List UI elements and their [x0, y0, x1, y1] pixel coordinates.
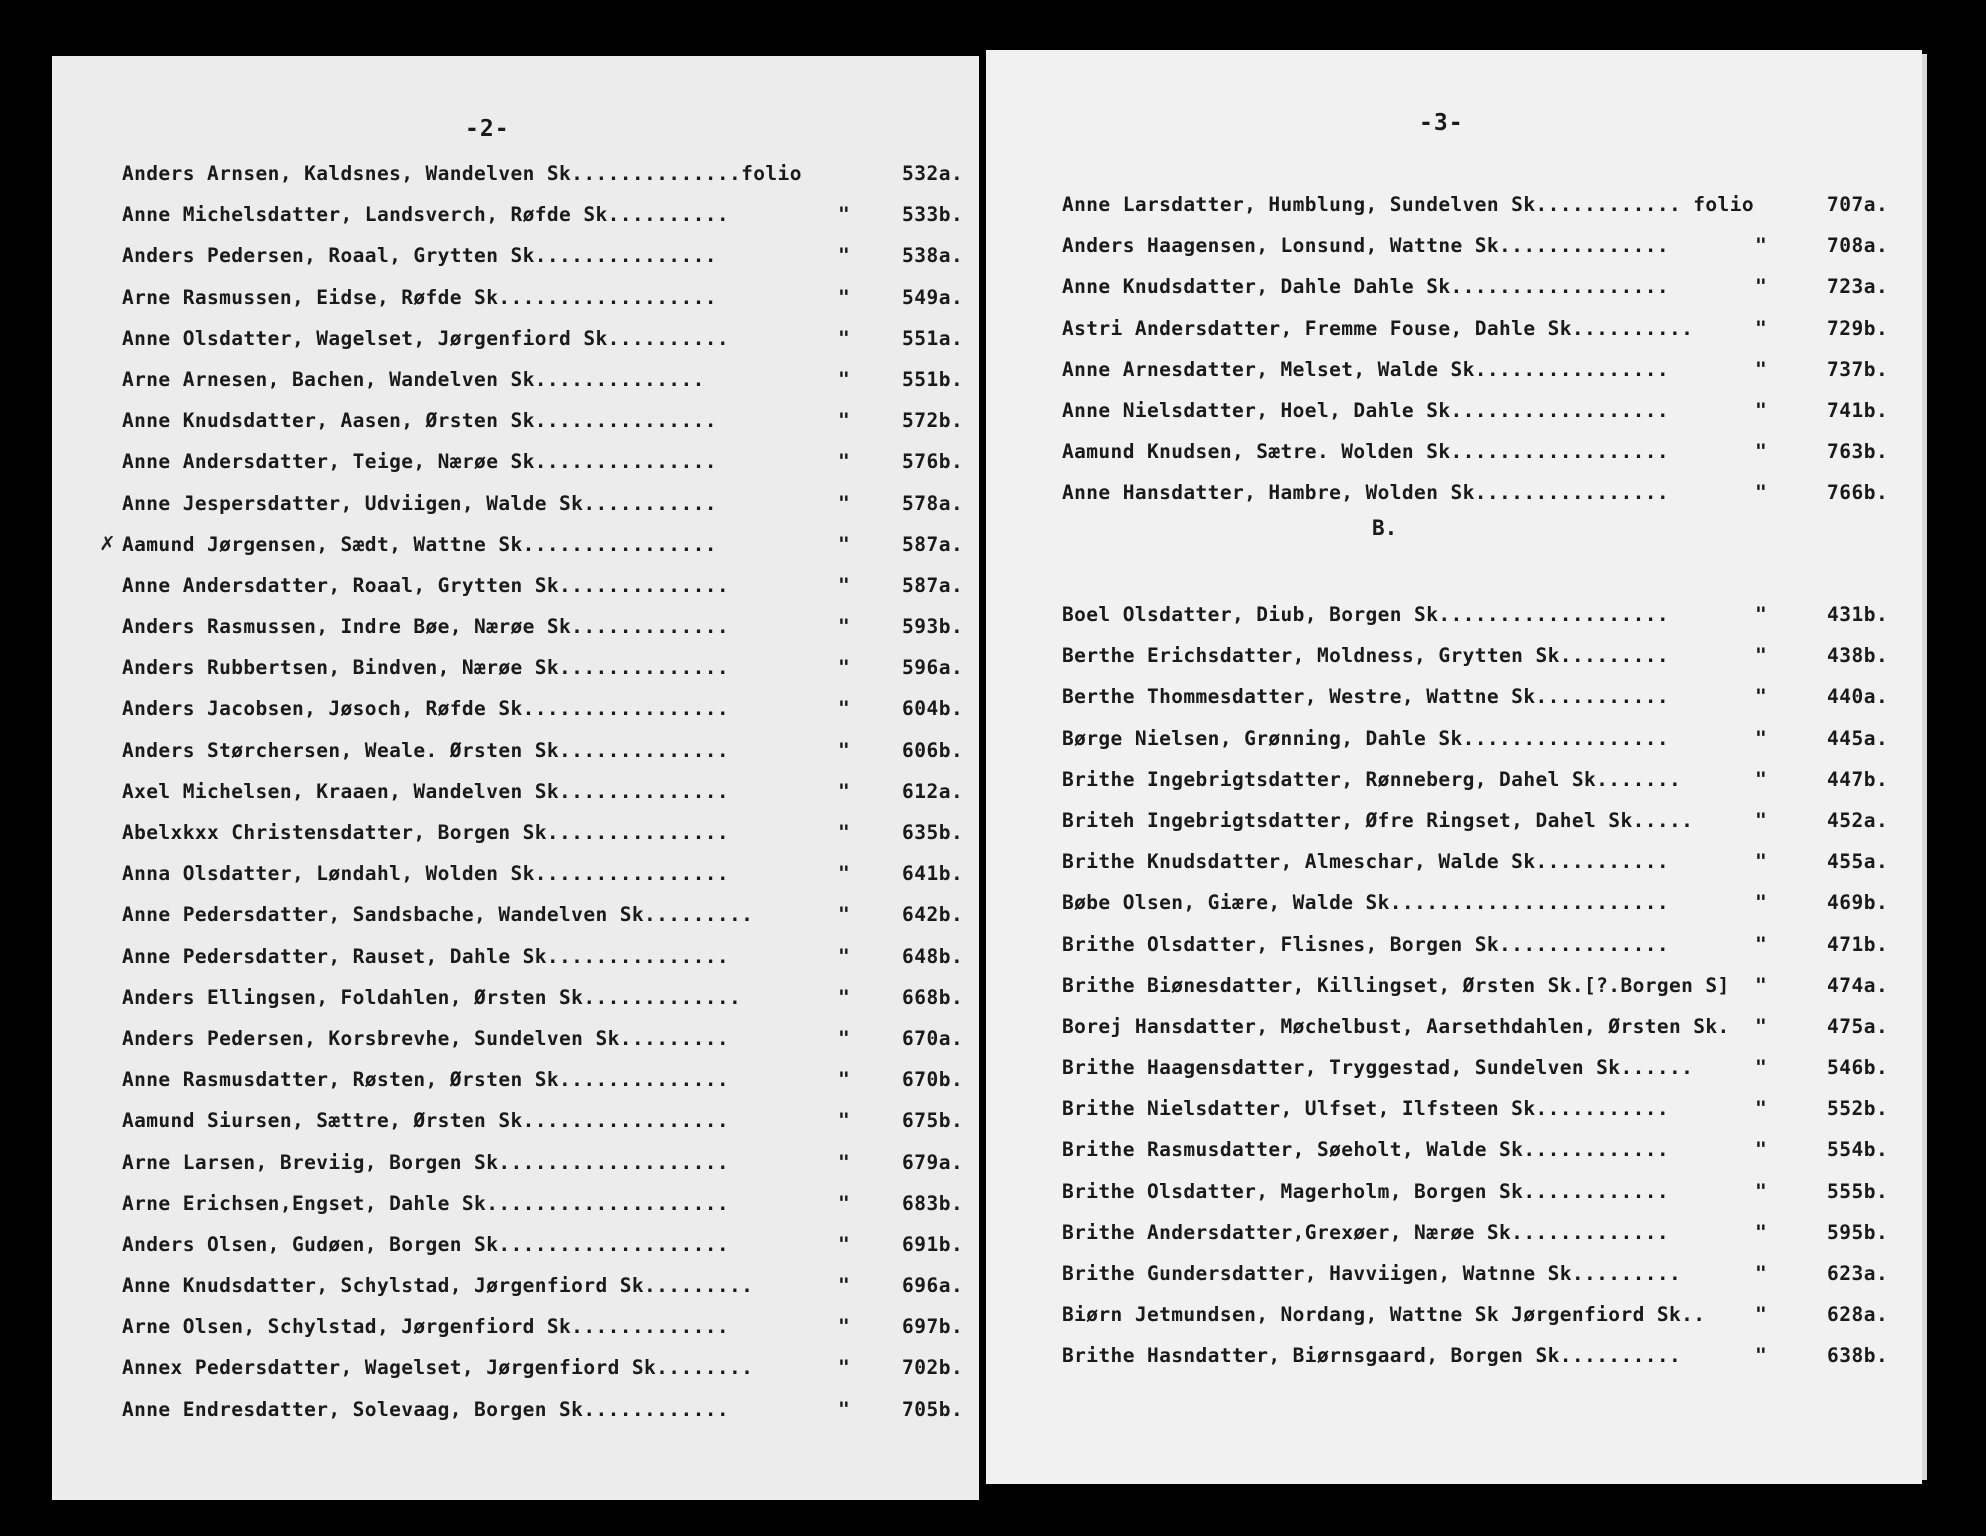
- entry-name: Anne Knudsdatter, Schylstad, Jørgenfiord Sk.........: [122, 1274, 754, 1298]
- list-item: [1062, 1007, 1912, 1048]
- ditto-mark: ": [1755, 1220, 1767, 1244]
- ditto-mark: ": [1755, 481, 1767, 505]
- ditto-mark: ": [838, 491, 850, 515]
- folio-number: 623a.: [1827, 1262, 1889, 1285]
- list-item: [1062, 842, 1912, 883]
- list-item: [1062, 473, 1912, 514]
- folio-number: 635b.: [902, 821, 964, 844]
- entry-name: Anna Olsdatter, Løndahl, Wolden Sk................: [122, 862, 729, 886]
- ditto-mark: ": [838, 862, 850, 886]
- list-item: [122, 937, 972, 978]
- entry-name: Anne Knudsdatter, Dahle Dahle Sk..................: [1062, 275, 1669, 299]
- list-item: [1062, 760, 1912, 801]
- list-item: [122, 566, 972, 607]
- folio-number: 440a.: [1827, 685, 1889, 709]
- ditto-mark: ": [1755, 275, 1767, 299]
- list-item: [1062, 1213, 1912, 1254]
- list-item: [1062, 636, 1912, 677]
- ditto-mark: ": [1755, 1344, 1767, 1368]
- entry-name: Arne Erichsen,Engset, Dahle Sk....................: [122, 1191, 729, 1215]
- page-number-left: -2-: [465, 116, 510, 142]
- ditto-mark: ": [838, 985, 850, 1009]
- list-item: [122, 689, 972, 730]
- ditto-mark: ": [838, 1397, 850, 1421]
- list-item: [1062, 1130, 1912, 1171]
- folio-number: 593b.: [902, 615, 964, 639]
- folio-number: 648b.: [902, 944, 964, 968]
- list-item: [122, 1143, 972, 1184]
- list-item: [122, 1348, 972, 1389]
- ditto-mark: ": [1755, 644, 1767, 668]
- folio-number: 455a.: [1827, 850, 1889, 874]
- entry-name: Anne Nielsdatter, Hoel, Dahle Sk..................: [1062, 398, 1669, 422]
- folio-number: 675b.: [902, 1109, 964, 1133]
- list-item: [122, 525, 972, 566]
- list-item: [1062, 1048, 1912, 1089]
- folio-number: 552b.: [1827, 1097, 1889, 1121]
- margin-check-mark: ✗: [100, 528, 115, 556]
- entry-name: Anne Olsdatter, Wagelset, Jørgenfiord Sk..........: [122, 326, 729, 350]
- ditto-mark: ": [838, 821, 850, 844]
- ditto-mark: ": [838, 573, 850, 597]
- ditto-mark: ": [1755, 234, 1767, 258]
- folio-number: 596a.: [902, 656, 964, 680]
- entry-name: Biørn Jetmundsen, Nordang, Wattne Sk Jørgenfiord Sk..: [1062, 1303, 1706, 1327]
- entry-name: Anne Michelsdatter, Landsverch, Røfde Sk..........: [122, 203, 729, 227]
- folio-number: 554b.: [1827, 1138, 1889, 1162]
- folio-number: 707a.: [1827, 193, 1889, 216]
- folio-number: 691b.: [902, 1232, 964, 1256]
- entry-name: Brithe Olsdatter, Magerholm, Borgen Sk............: [1062, 1179, 1669, 1203]
- ditto-mark: ": [838, 532, 850, 556]
- entry-name: Arne Rasmussen, Eidse, Røfde Sk..................: [122, 285, 717, 309]
- ditto-mark: ": [1755, 1262, 1767, 1285]
- ditto-mark: ": [1755, 1014, 1767, 1038]
- folio-number: 538a.: [902, 244, 964, 268]
- folio-number: 532a.: [902, 162, 964, 185]
- folio-number: 431b.: [1827, 603, 1889, 626]
- list-item: [122, 772, 972, 813]
- folio-number: 702b.: [902, 1356, 964, 1380]
- list-item: [122, 1101, 972, 1142]
- ditto-mark: ": [1755, 808, 1767, 832]
- list-item: [122, 1266, 972, 1307]
- ditto-mark: ": [1755, 316, 1767, 340]
- ditto-mark: ": [1755, 891, 1767, 915]
- folio-number: 587a.: [902, 532, 964, 556]
- list-item: [1062, 432, 1912, 473]
- entry-name: Brithe Gundersdatter, Havviigen, Watnne Sk.........: [1062, 1262, 1682, 1285]
- list-item: [122, 978, 972, 1019]
- list-item: [122, 401, 972, 442]
- list-item: [122, 1019, 972, 1060]
- folio-number: 729b.: [1827, 316, 1889, 340]
- ditto-mark: ": [838, 244, 850, 268]
- folio-number: 763b.: [1827, 440, 1889, 464]
- list-item: [122, 607, 972, 648]
- ditto-mark: ": [838, 1315, 850, 1339]
- entry-name: Anders Olsen, Gudøen, Borgen Sk...................: [122, 1232, 729, 1256]
- list-item: [122, 813, 972, 854]
- ditto-mark: ": [838, 450, 850, 474]
- entry-name: Børge Nielsen, Grønning, Dahle Sk.................: [1062, 726, 1669, 750]
- folio-number: 697b.: [902, 1315, 964, 1339]
- entry-name: Anders Rasmussen, Indre Bøe, Nærøe Sk.............: [122, 615, 729, 639]
- list-item: [122, 154, 972, 195]
- entry-name: Brithe Biønesdatter, Killingset, Ørsten Sk.[?.Borgen S]: [1062, 973, 1730, 997]
- entry-name: Boel Olsdatter, Diub, Borgen Sk...................: [1062, 603, 1669, 626]
- list-item: [1062, 883, 1912, 924]
- folio-number: 641b.: [902, 862, 964, 886]
- entry-name: Anders Ellingsen, Foldahlen, Ørsten Sk.............: [122, 985, 742, 1009]
- list-item: [1062, 391, 1912, 432]
- entry-name: Anne Knudsdatter, Aasen, Ørsten Sk...............: [122, 409, 717, 433]
- folio-number: 447b.: [1827, 767, 1889, 791]
- list-item: [122, 236, 972, 277]
- list-item: [1062, 966, 1912, 1007]
- folio-number: 683b.: [902, 1191, 964, 1215]
- folio-number: 679a.: [902, 1150, 964, 1174]
- entry-name: Brithe Rasmusdatter, Søeholt, Walde Sk............: [1062, 1138, 1669, 1162]
- folio-number: 705b.: [902, 1397, 964, 1421]
- entry-name: Brithe Nielsdatter, Ulfset, Ilfsteen Sk...........: [1062, 1097, 1669, 1121]
- list-item: [122, 731, 972, 772]
- ditto-mark: ": [838, 1191, 850, 1215]
- page-number-right: -3-: [1419, 110, 1464, 136]
- ditto-mark: ": [838, 203, 850, 227]
- entry-name: Abelxkxx Christensdatter, Borgen Sk...............: [122, 821, 729, 844]
- entry-name: Anne Arnesdatter, Melset, Walde Sk................: [1062, 357, 1669, 381]
- list-item: [1062, 677, 1912, 718]
- entry-name: Anne Andersdatter, Teige, Nærøe Sk...............: [122, 450, 717, 474]
- list-item: [1062, 1254, 1912, 1295]
- entry-name: Anders Pedersen, Korsbrevhe, Sundelven Sk.........: [122, 1026, 729, 1050]
- folio-number: 696a.: [902, 1274, 964, 1298]
- ditto-mark: ": [1755, 357, 1767, 381]
- list-item: [122, 1060, 972, 1101]
- folio-number: 612a.: [902, 779, 964, 803]
- ditto-mark: ": [838, 615, 850, 639]
- ditto-mark: ": [838, 1109, 850, 1133]
- folio-number: 474a.: [1827, 973, 1889, 997]
- folio-number: 628a.: [1827, 1303, 1889, 1327]
- left-page: [52, 56, 979, 1500]
- folio-number: 578a.: [902, 491, 964, 515]
- ditto-mark: ": [1755, 1138, 1767, 1162]
- entry-name: Brithe Andersdatter,Grexøer, Nærøe Sk.............: [1062, 1220, 1669, 1244]
- list-item: [122, 442, 972, 483]
- ditto-mark: ": [1755, 1303, 1767, 1327]
- list-item: [1062, 267, 1912, 308]
- entry-name: Briteh Ingebrigtsdatter, Øfre Ringset, Dahel Sk.....: [1062, 808, 1694, 832]
- folio-number: 606b.: [902, 738, 964, 762]
- entry-name: Anne Larsdatter, Humblung, Sundelven Sk............ folio: [1062, 193, 1754, 216]
- folio-number: 670a.: [902, 1026, 964, 1050]
- folio-number: 551b.: [902, 367, 964, 391]
- folio-number: 638b.: [1827, 1344, 1889, 1368]
- folio-number: 555b.: [1827, 1179, 1889, 1203]
- entry-name: Aamund Knudsen, Sætre. Wolden Sk..................: [1062, 440, 1669, 464]
- ditto-mark: ": [838, 1356, 850, 1380]
- list-item: [122, 1307, 972, 1348]
- entry-name: Axel Michelsen, Kraaen, Wandelven Sk..............: [122, 779, 729, 803]
- list-item: [1062, 801, 1912, 842]
- ditto-mark: ": [838, 367, 850, 391]
- folio-number: 546b.: [1827, 1056, 1889, 1080]
- ditto-mark: ": [838, 1150, 850, 1174]
- entry-name: Astri Andersdatter, Fremme Fouse, Dahle Sk..........: [1062, 316, 1694, 340]
- ditto-mark: ": [838, 409, 850, 433]
- list-item: [122, 1184, 972, 1225]
- entry-name: Bøbe Olsen, Giære, Walde Sk.......................: [1062, 891, 1669, 915]
- entry-name: Anne Andersdatter, Roaal, Grytten Sk..............: [122, 573, 729, 597]
- ditto-mark: ": [1755, 685, 1767, 709]
- list-item: [1062, 1089, 1912, 1130]
- folio-number: 587a.: [902, 573, 964, 597]
- folio-number: 572b.: [902, 409, 964, 433]
- folio-number: 741b.: [1827, 398, 1889, 422]
- entry-name: Anne Hansdatter, Hambre, Wolden Sk................: [1062, 481, 1669, 505]
- folio-number: 445a.: [1827, 726, 1889, 750]
- folio-number: 475a.: [1827, 1014, 1889, 1038]
- list-item: [122, 360, 972, 401]
- list-item: [122, 1390, 972, 1431]
- entry-name: Brithe Haagensdatter, Tryggestad, Sundelven Sk......: [1062, 1056, 1694, 1080]
- list-item: [122, 484, 972, 525]
- list-item: [1062, 719, 1912, 760]
- entry-name: Arne Olsen, Schylstad, Jørgenfiord Sk.............: [122, 1315, 729, 1339]
- ditto-mark: ": [1755, 767, 1767, 791]
- folio-number: 604b.: [902, 697, 964, 721]
- entry-name: Borej Hansdatter, Møchelbust, Aarsethdahlen, Ørsten Sk.: [1062, 1014, 1730, 1038]
- entry-list-left: [122, 154, 972, 1431]
- entry-name: Anne Endresdatter, Solevaag, Borgen Sk............: [122, 1397, 729, 1421]
- entry-name: Aamund Siursen, Sættre, Ørsten Sk.................: [122, 1109, 729, 1133]
- entry-name: Anne Rasmusdatter, Røsten, Ørsten Sk..............: [122, 1068, 729, 1092]
- ditto-mark: ": [1755, 603, 1767, 626]
- folio-number: 576b.: [902, 450, 964, 474]
- ditto-mark: ": [838, 1026, 850, 1050]
- ditto-mark: ": [1755, 1097, 1767, 1121]
- entry-name: Brithe Hasndatter, Biørnsgaard, Borgen Sk..........: [1062, 1344, 1682, 1368]
- ditto-mark: ": [838, 738, 850, 762]
- ditto-mark: ": [838, 1274, 850, 1298]
- folio-number: 766b.: [1827, 481, 1889, 505]
- list-item: [1062, 595, 1912, 636]
- entry-name: Anne Pedersdatter, Sandsbache, Wandelven Sk.........: [122, 903, 754, 927]
- entry-name: Annex Pedersdatter, Wagelset, Jørgenfiord Sk........: [122, 1356, 754, 1380]
- entry-name: Anders Rubbertsen, Bindven, Nærøe Sk..............: [122, 656, 729, 680]
- list-item: [122, 195, 972, 236]
- entry-name: Anne Pedersdatter, Rauset, Dahle Sk...............: [122, 944, 729, 968]
- entry-name: Anders Arnsen, Kaldsnes, Wandelven Sk..............folio: [122, 162, 802, 185]
- entry-name: Brithe Knudsdatter, Almeschar, Walde Sk...........: [1062, 850, 1669, 874]
- folio-number: 708a.: [1827, 234, 1889, 258]
- folio-number: 533b.: [902, 203, 964, 227]
- list-item: [1062, 350, 1912, 391]
- folio-number: 670b.: [902, 1068, 964, 1092]
- folio-number: 551a.: [902, 326, 964, 350]
- entry-name: Brithe Ingebrigtsdatter, Rønneberg, Dahel Sk.......: [1062, 767, 1682, 791]
- list-item: [1062, 1295, 1912, 1336]
- entry-name: Anders Jacobsen, Jøsoch, Røfde Sk.................: [122, 697, 729, 721]
- ditto-mark: ": [1755, 398, 1767, 422]
- list-item: [1062, 1172, 1912, 1213]
- folio-number: 595b.: [1827, 1220, 1889, 1244]
- entry-name: Anne Jespersdatter, Udviigen, Walde Sk...........: [122, 491, 717, 515]
- entry-list-right-b: [1062, 595, 1912, 1378]
- entry-list-right-a: [1062, 185, 1912, 515]
- list-item: [122, 895, 972, 936]
- ditto-mark: ": [838, 697, 850, 721]
- folio-number: 723a.: [1827, 275, 1889, 299]
- list-item: [1062, 185, 1912, 226]
- ditto-mark: ": [1755, 726, 1767, 750]
- ditto-mark: ": [838, 944, 850, 968]
- list-item: [122, 278, 972, 319]
- ditto-mark: ": [838, 656, 850, 680]
- entry-name: Anders Haagensen, Lonsund, Wattne Sk..............: [1062, 234, 1669, 258]
- ditto-mark: ": [838, 903, 850, 927]
- list-item: [1062, 925, 1912, 966]
- list-item: [122, 319, 972, 360]
- folio-number: 469b.: [1827, 891, 1889, 915]
- entry-name: Arne Larsen, Breviig, Borgen Sk...................: [122, 1150, 729, 1174]
- list-item: [1062, 226, 1912, 267]
- ditto-mark: ": [838, 1068, 850, 1092]
- entry-name: Arne Arnesen, Bachen, Wandelven Sk..............: [122, 367, 705, 391]
- section-heading-b: B.: [1372, 516, 1398, 540]
- ditto-mark: ": [1755, 850, 1767, 874]
- ditto-mark: ": [1755, 973, 1767, 997]
- folio-number: 737b.: [1827, 357, 1889, 381]
- list-item: [1062, 1336, 1912, 1377]
- ditto-mark: ": [838, 326, 850, 350]
- list-item: [1062, 309, 1912, 350]
- entry-name: Berthe Erichsdatter, Moldness, Grytten Sk.........: [1062, 644, 1669, 668]
- folio-number: 668b.: [902, 985, 964, 1009]
- ditto-mark: ": [838, 285, 850, 309]
- folio-number: 549a.: [902, 285, 964, 309]
- ditto-mark: ": [1755, 932, 1767, 956]
- folio-number: 642b.: [902, 903, 964, 927]
- ditto-mark: ": [1755, 1179, 1767, 1203]
- ditto-mark: ": [838, 779, 850, 803]
- entry-name: Anders Størchersen, Weale. Ørsten Sk..............: [122, 738, 729, 762]
- list-item: [122, 1225, 972, 1266]
- entry-name: Brithe Olsdatter, Flisnes, Borgen Sk..............: [1062, 932, 1669, 956]
- folio-number: 471b.: [1827, 932, 1889, 956]
- list-item: [122, 648, 972, 689]
- entry-name: Aamund Jørgensen, Sædt, Wattne Sk................: [122, 532, 717, 556]
- ditto-mark: ": [1755, 440, 1767, 464]
- folio-number: 438b.: [1827, 644, 1889, 668]
- right-page: [986, 50, 1922, 1484]
- ditto-mark: ": [1755, 1056, 1767, 1080]
- entry-name: Anders Pedersen, Roaal, Grytten Sk...............: [122, 244, 717, 268]
- ditto-mark: ": [838, 1232, 850, 1256]
- folio-number: 452a.: [1827, 808, 1889, 832]
- list-item: [122, 854, 972, 895]
- entry-name: Berthe Thommesdatter, Westre, Wattne Sk...........: [1062, 685, 1669, 709]
